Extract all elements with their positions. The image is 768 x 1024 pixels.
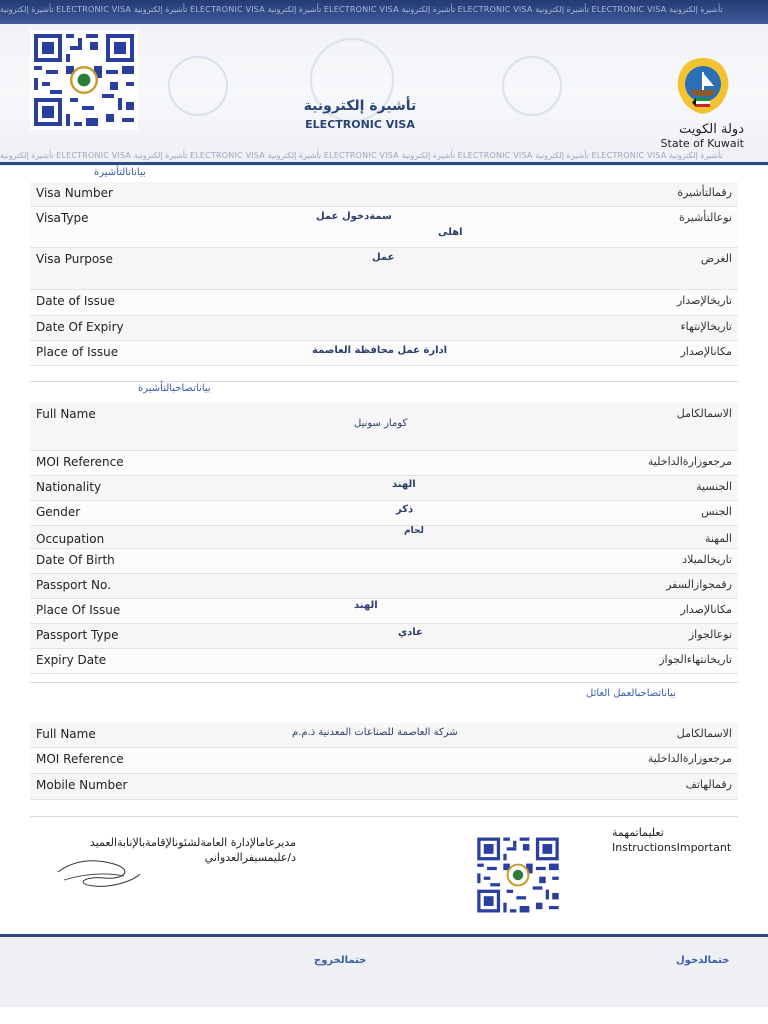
row-label-en: Date Of Expiry <box>36 320 124 334</box>
title-english: ELECTRONIC VISA <box>305 118 415 131</box>
row-label-en: Nationality <box>36 480 102 494</box>
row-label-ar: الاسمالكامل <box>676 727 732 740</box>
qr-code-bottom <box>474 834 562 916</box>
row-value: سمةدخول عمل <box>316 211 392 222</box>
row-value: شركة العاصمة للصناعات المعدنية ذ.م.م <box>292 727 458 738</box>
visa-table <box>30 182 738 366</box>
row-label-ar: نوعالجواز <box>688 628 732 641</box>
row-value: عادي <box>398 627 423 638</box>
row-label-ar: رقمجوازالسفر <box>666 578 732 591</box>
row-label-ar: الغرض <box>700 252 732 265</box>
row-value: كومار سونيل <box>354 418 408 429</box>
table-row <box>30 624 738 649</box>
employer-section-title: بياناتصاحبالعمل العائل <box>586 688 676 699</box>
signatory-title: مديرعامالإدارة العامةلشئونالإقامةبالإنابةالعميد <box>89 836 296 849</box>
row-label-en: Date Of Birth <box>36 553 115 567</box>
row-label-en: Expiry Date <box>36 653 107 667</box>
row-label-ar: الاسمالكامل <box>676 407 732 420</box>
header-watermark: تأشيرة إلكترونية ELECTRONIC VISA تأشيرة إلكترونية ELECTRONIC VISA تأشيرة إلكترونية ELECTRONIC VISA تأشيرة إلكترونية ELECTRONIC VISA تأشيرة إلكترونية ELECTRONIC VISA تأشيرة إلكترونية <box>0 5 723 14</box>
row-label-ar: تاريخالإنتهاء <box>680 320 732 333</box>
header-mid-band <box>0 150 768 162</box>
exit-stamp-label: ختمالخروج <box>314 955 367 966</box>
section-divider <box>30 682 738 683</box>
header-watermark-2: تأشيرة إلكترونية ELECTRONIC VISA تأشيرة إلكترونية ELECTRONIC VISA تأشيرة إلكترونية ELECTRONIC VISA تأشيرة إلكترونية ELECTRONIC VISA تأشيرة إلكترونية ELECTRONIC VISA تأشيرة إلكترونية <box>0 151 723 160</box>
row-label-en: Full Name <box>36 727 96 741</box>
row-label-en: MOI Reference <box>36 752 124 766</box>
table-row <box>30 526 738 549</box>
table-row <box>30 248 738 290</box>
table-row <box>30 341 738 366</box>
table-row <box>30 207 738 248</box>
section-divider <box>30 381 738 382</box>
row-label-ar: تاريخانتهاءالجواز <box>659 653 732 666</box>
row-label-ar: المهنة <box>704 532 732 545</box>
visa-header <box>0 0 768 166</box>
row-label-en: Date of Issue <box>36 294 115 308</box>
row-value: عمل <box>372 252 395 263</box>
header-bottom-line <box>0 162 768 165</box>
table-row <box>30 182 738 207</box>
table-row <box>30 574 738 599</box>
row-label-ar: رقمالهاتف <box>685 778 732 791</box>
table-row <box>30 599 738 624</box>
row-label-ar: مرجعوزارةالداخلية <box>647 455 732 468</box>
signature-scribble-icon <box>54 850 144 890</box>
row-label-ar: مكانالإصدار <box>680 345 732 358</box>
faint-seal-3 <box>502 56 562 116</box>
visa-title <box>290 98 430 131</box>
kuwait-emblem-icon <box>672 52 734 118</box>
row-value: ادارة عمل محافظة العاصمة <box>312 345 448 356</box>
row-label-en: Visa Purpose <box>36 252 113 266</box>
faint-seal-1 <box>168 56 228 116</box>
table-row <box>30 748 738 774</box>
row-value: الهند <box>392 479 416 490</box>
state-english: State of Kuwait <box>660 137 744 150</box>
row-label-ar: الجنس <box>701 505 732 518</box>
row-label-ar: مكانالإصدار <box>680 603 732 616</box>
qr-code-icon <box>30 30 138 130</box>
table-row <box>30 649 738 674</box>
visa-section-title: بياناتالتأشيرة <box>94 167 146 178</box>
title-arabic: تأشيرة إلكترونية <box>303 98 417 114</box>
row-label-ar: تاريخالميلاد <box>682 553 732 566</box>
table-row <box>30 403 738 451</box>
instructions-ar: تعليماتمهمة <box>612 826 664 839</box>
qr-code-top <box>30 30 138 130</box>
row-label-ar: الجنسية <box>696 480 732 493</box>
holder-section-title: بياناتصاحبالتأشيرة <box>138 383 211 394</box>
row-label-en: Place Of Issue <box>36 603 121 617</box>
table-row <box>30 774 738 800</box>
row-value: الهند <box>354 600 378 611</box>
employer-table <box>30 723 738 800</box>
row-label-en: Occupation <box>36 532 105 546</box>
row-label-en: VisaType <box>36 211 89 225</box>
signatory-name: د/عليمسيفرالعدواني <box>204 851 296 864</box>
row-label-ar: رقمالتأشيرة <box>677 186 732 199</box>
table-row <box>30 451 738 476</box>
row-label-ar: نوعالتأشيرة <box>678 211 732 224</box>
table-row <box>30 476 738 501</box>
header-top-band <box>0 0 768 24</box>
row-label-en: Place of Issue <box>36 345 119 359</box>
state-arabic: دولة الكويت <box>679 122 744 137</box>
holder-table <box>30 403 738 674</box>
instructions-block <box>612 826 731 854</box>
table-row <box>30 501 738 526</box>
stamp-band <box>0 934 768 1007</box>
row-value: ذكر <box>396 504 414 515</box>
row-label-en: MOI Reference <box>36 455 124 469</box>
row-label-en: Passport No. <box>36 578 111 592</box>
row-label-en: Passport Type <box>36 628 119 642</box>
state-block <box>661 122 744 150</box>
row-label-en: Visa Number <box>36 186 113 200</box>
table-row <box>30 290 738 316</box>
row-label-ar: تاريخالإصدار <box>677 294 732 307</box>
instructions-en: InstructionsImportant <box>612 841 732 854</box>
row-label-ar: مرجعوزارةالداخلية <box>647 752 732 765</box>
table-row <box>30 549 738 574</box>
entry-stamp-label: ختمالدخول <box>676 955 730 966</box>
row-label-en: Mobile Number <box>36 778 128 792</box>
table-row <box>30 723 738 748</box>
row-label-en: Gender <box>36 505 81 519</box>
row-value: لحام <box>404 526 424 536</box>
row-value-2: اهلى <box>438 227 463 238</box>
section-divider <box>30 816 738 817</box>
row-label-en: Full Name <box>36 407 96 421</box>
table-row <box>30 316 738 341</box>
qr-code-icon <box>474 834 562 916</box>
